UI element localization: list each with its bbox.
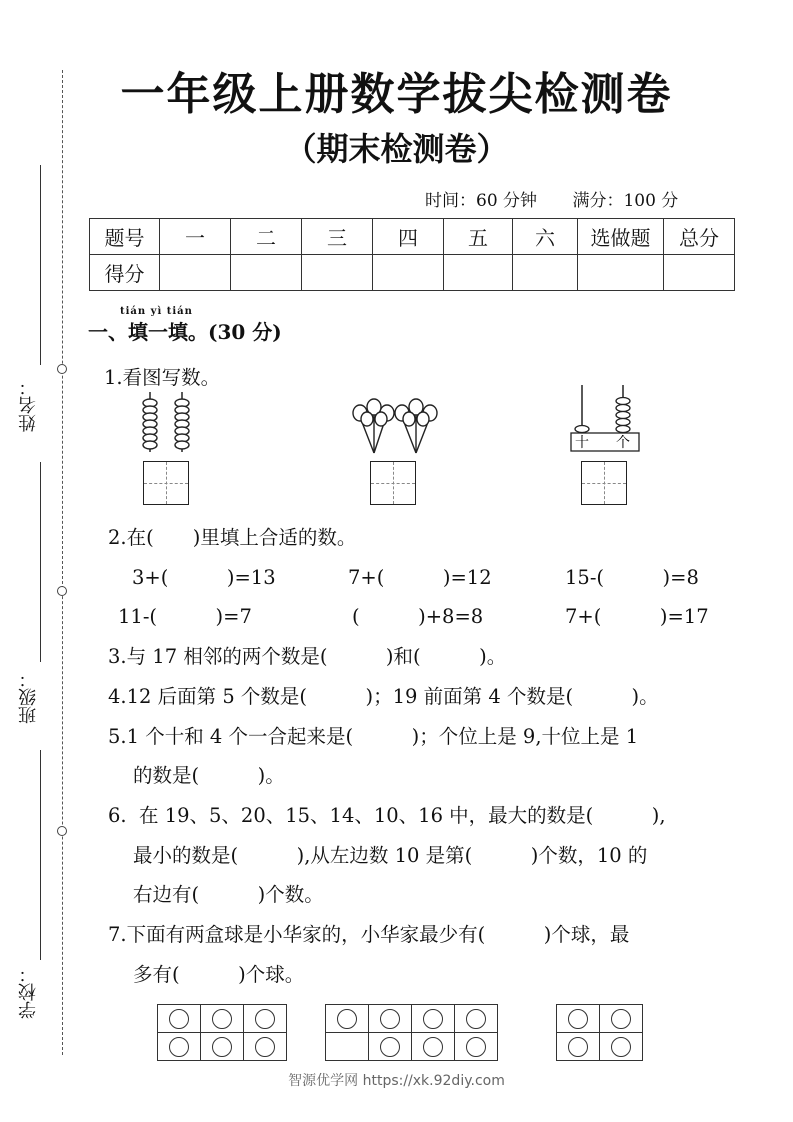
question-7-cont: 多有( )个球。 [133, 963, 305, 986]
ball-icon [611, 1037, 631, 1057]
equation: ( )+8=8 [352, 605, 484, 628]
header-cell: 一 [160, 219, 231, 255]
bead-strings-icon [135, 390, 205, 455]
header-cell: 二 [231, 219, 302, 255]
footer-watermark: 智源优学网 https://xk.92diy.com [288, 1073, 505, 1089]
ball-box-1 [157, 1004, 287, 1061]
question-4: 4.12 后面第 5 个数是( )；19 前面第 4 个数是( )。 [108, 685, 659, 708]
question-6: 6. 在 19、5、20、15、14、10、16 中，最大的数是( ), [108, 804, 666, 827]
score-table-header [90, 219, 735, 255]
abacus-ones-label: 个 [616, 435, 630, 451]
binding-hole [57, 586, 67, 596]
answer-box[interactable] [143, 461, 189, 505]
binding-dashed-line [62, 70, 63, 1055]
ball-box-3 [556, 1004, 643, 1061]
time-label: 时间：60 分钟 [425, 191, 538, 211]
header-cell: 选做题 [578, 219, 664, 255]
equation: 3+( )=13 [132, 566, 276, 589]
header-cell: 总分 [664, 219, 735, 255]
full-score-label: 满分：100 分 [572, 191, 679, 211]
ball-icon [255, 1037, 275, 1057]
score-cell[interactable] [160, 255, 231, 291]
score-cell[interactable] [444, 255, 513, 291]
question-6-cont: 最小的数是( ),从左边数 10 是第( )个数，10 的 [133, 844, 648, 867]
ball-icon [380, 1037, 400, 1057]
binding-hole [57, 826, 67, 836]
ball-icon [255, 1009, 275, 1029]
row-label-cell: 得分 [90, 255, 160, 291]
page-subtitle: （期末检测卷） [284, 130, 509, 168]
header-cell: 题号 [90, 219, 160, 255]
ball-icon [212, 1009, 232, 1029]
header-cell: 三 [302, 219, 373, 255]
answer-box[interactable] [370, 461, 416, 505]
abacus-icon [570, 385, 642, 457]
ball-icon [169, 1037, 189, 1057]
question-3: 3.与 17 相邻的两个数是( )和( )。 [108, 645, 507, 668]
header-cell: 四 [373, 219, 444, 255]
question-1: 1.看图写数。 [104, 366, 221, 389]
score-cell[interactable] [231, 255, 302, 291]
header-cell: 六 [513, 219, 578, 255]
question-6-cont: 右边有( )个数。 [133, 883, 324, 906]
ball-icon [423, 1037, 443, 1057]
ball-icon [423, 1009, 443, 1029]
score-table [89, 218, 735, 291]
equation: 15-( )=8 [565, 566, 699, 589]
class-line [40, 462, 41, 662]
equation: 7+( )=12 [348, 566, 492, 589]
answer-box[interactable] [581, 461, 627, 505]
binding-hole [57, 364, 67, 374]
ball-icon [568, 1009, 588, 1029]
school-label: 学校： [18, 965, 39, 1019]
score-cell[interactable] [373, 255, 444, 291]
equation: 7+( )=17 [565, 605, 709, 628]
ball-icon [466, 1037, 486, 1057]
score-cell[interactable] [578, 255, 664, 291]
ball-icon [611, 1009, 631, 1029]
ball-icon [466, 1009, 486, 1029]
score-cell[interactable] [513, 255, 578, 291]
abacus-tens-label: 十 [575, 435, 589, 451]
question-7: 7.下面有两盒球是小华家的，小华家最少有( )个球，最 [108, 923, 630, 946]
page-title: 一年级上册数学拔尖检测卷 [120, 69, 673, 120]
score-cell[interactable] [302, 255, 373, 291]
score-table-row [90, 255, 735, 291]
ball-icon [568, 1037, 588, 1057]
score-cell[interactable] [664, 255, 735, 291]
name-line [40, 165, 41, 365]
header-cell: 五 [444, 219, 513, 255]
ball-icon [337, 1009, 357, 1029]
question-2: 2.在( )里填上合适的数。 [108, 526, 357, 549]
section-title: 一、填一填。(30 分) [88, 320, 282, 344]
section-pinyin: tián yì tián [120, 306, 193, 317]
school-line [40, 750, 41, 960]
ball-icon [380, 1009, 400, 1029]
exam-meta [425, 186, 708, 211]
balloons-icon [350, 395, 442, 455]
ball-icon [212, 1037, 232, 1057]
question-5: 5.1 个十和 4 个一合起来是( )；个位上是 9,十位上是 1 [108, 725, 639, 748]
class-label: 班级： [18, 670, 39, 724]
name-label: 姓名： [18, 378, 39, 432]
equation: 11-( )=7 [118, 605, 252, 628]
ball-icon [169, 1009, 189, 1029]
question-5-cont: 的数是( )。 [133, 764, 285, 787]
ball-box-2 [325, 1004, 498, 1061]
